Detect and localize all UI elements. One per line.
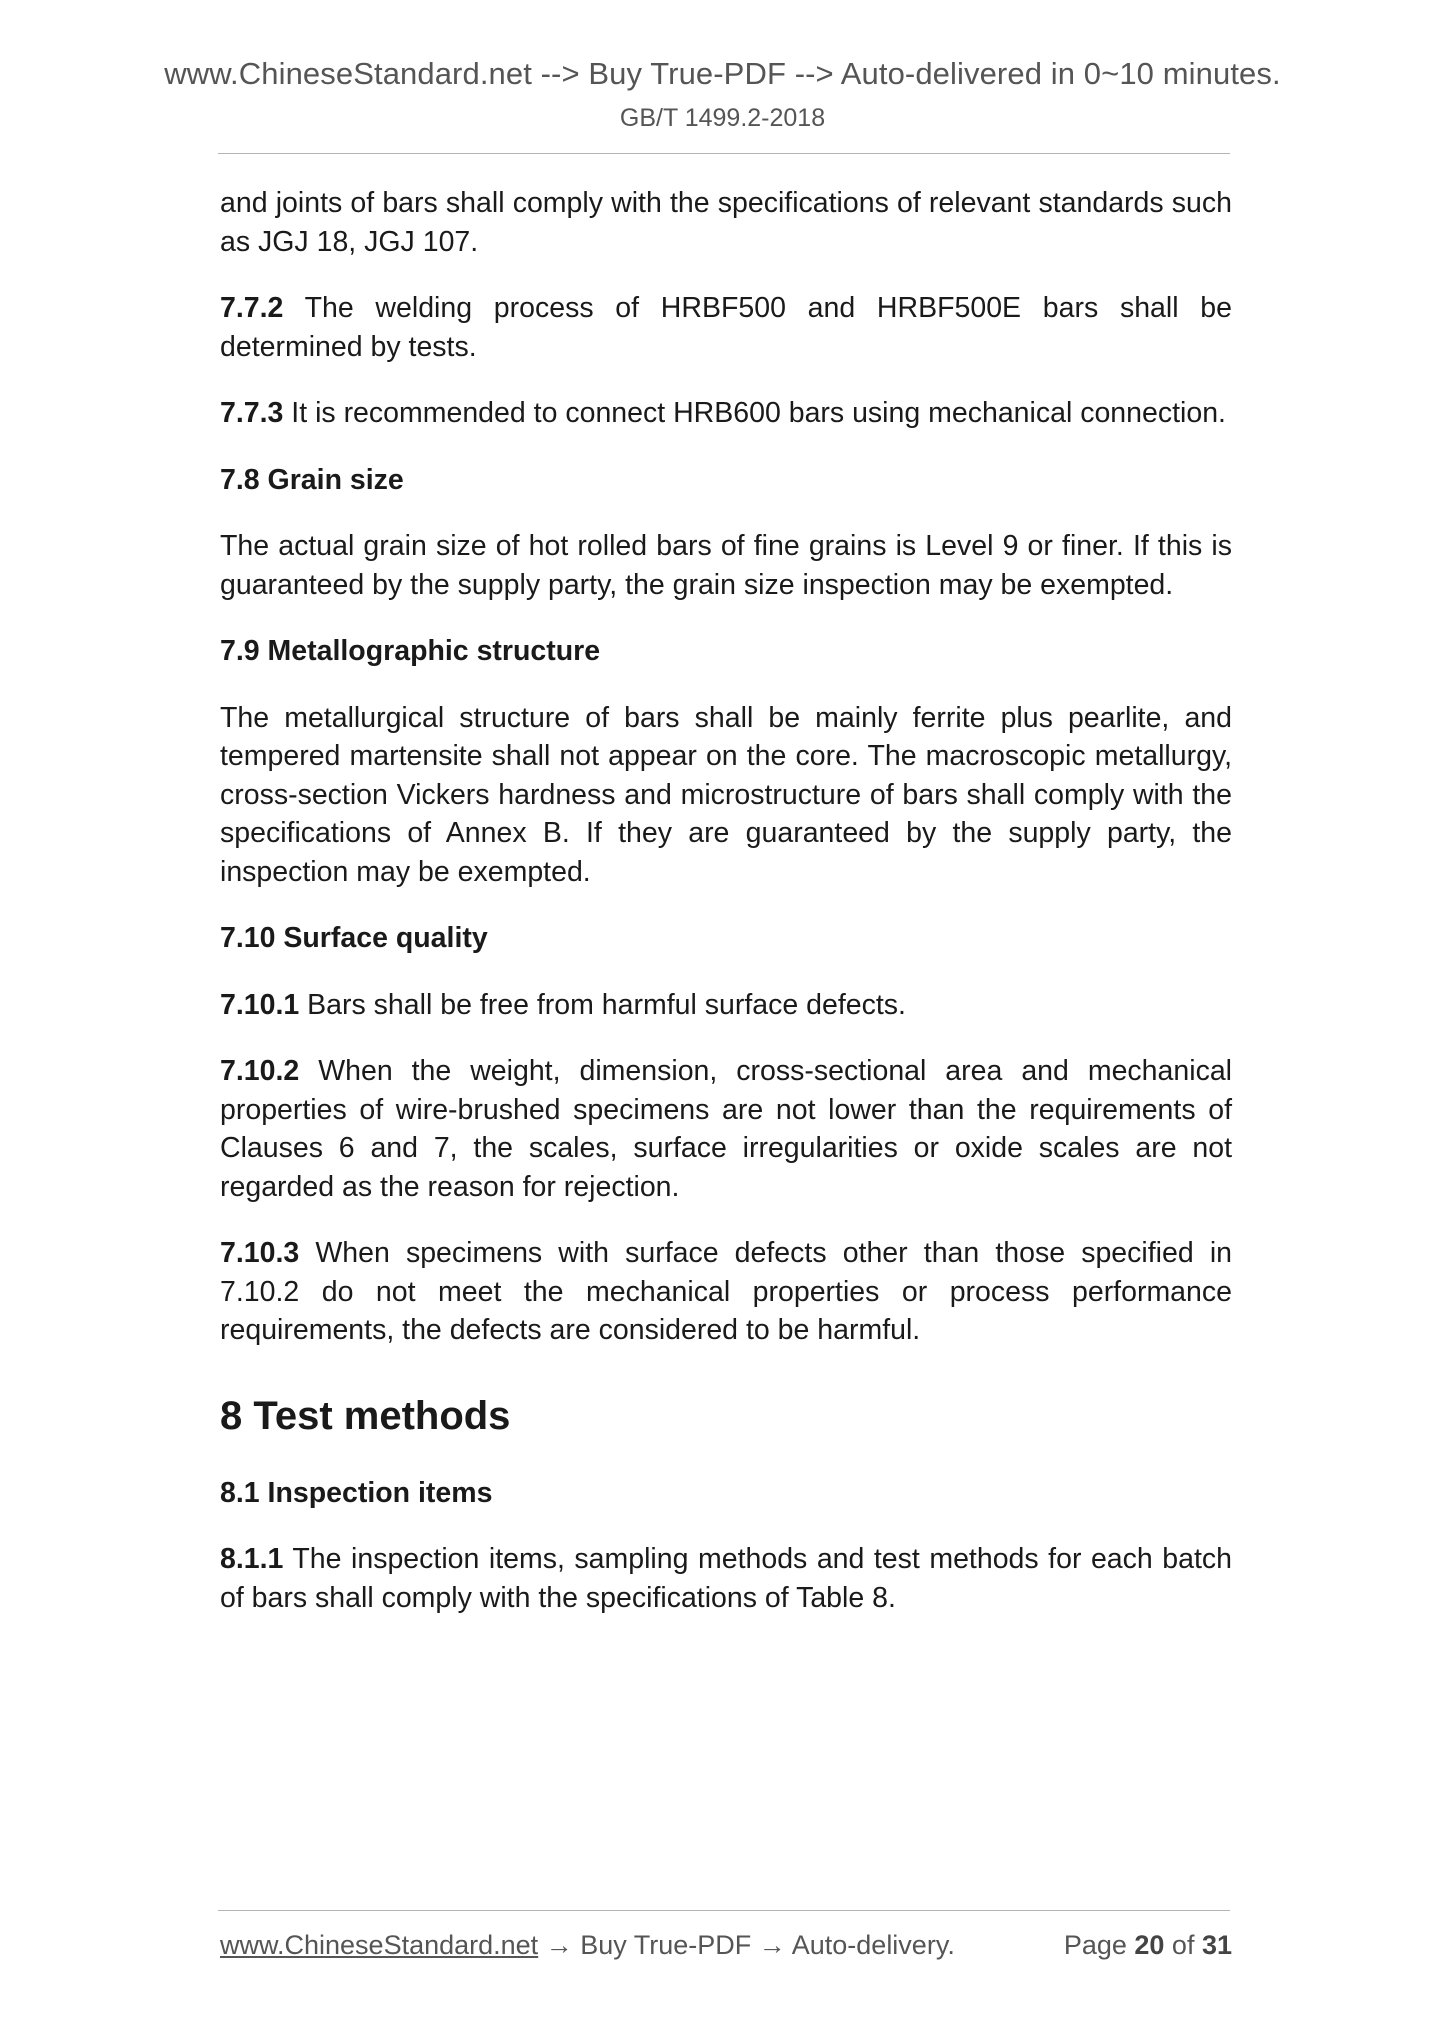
paragraph-7-9: The metallurgical structure of bars shall be mainly ferrite plus pearlite, and tempered martensite shall not appear on the core. The macroscopic metallurgy, cross-section Vickers hardness and microstructure of bars shall comply with the specifications of Annex B. If they are guaranteed by the supply party, the inspection may be exempted.	[220, 701, 1232, 888]
clause-text: The inspection items, sampling methods and test methods for each batch of bars shall comply with the specifications of Table 8.	[220, 1543, 1232, 1614]
page-indicator	[1064, 1930, 1232, 1961]
clause-number: 7.10.2	[220, 1055, 300, 1087]
clause-text: When specimens with surface defects other than those specified in 7.10.2 do not meet the mechanical properties or process performance requirements, the defects are considered to be harmful.	[220, 1237, 1232, 1346]
clause-text: It is recommended to connect HRB600 bars using mechanical connection.	[283, 397, 1226, 429]
clause-number: 7.10.1	[220, 988, 300, 1021]
heading-8-1: 8.1 Inspection items	[220, 1476, 493, 1509]
footer-tagline: → Buy True-PDF → Auto-delivery.	[538, 1930, 955, 1960]
header-banner: www.ChineseStandard.net --> Buy True-PDF --> Auto-delivered in 0~10 minutes.	[164, 56, 1281, 91]
clause-7-7-2	[220, 289, 1232, 366]
heading-8: 8 Test methods	[220, 1393, 511, 1438]
footer-divider	[218, 1910, 1230, 1911]
footer-website-link[interactable]: www.ChineseStandard.net	[220, 1930, 539, 1960]
clause-number: 7.7.3	[220, 397, 284, 429]
heading-7-8: 7.8 Grain size	[220, 463, 404, 496]
standard-number: GB/T 1499.2-2018	[619, 104, 826, 132]
clause-7-7-3	[220, 394, 1232, 433]
heading-7-9: 7.9 Metallographic structure	[220, 635, 601, 667]
clause-7-10-3	[220, 1234, 1232, 1350]
clause-text: When the weight, dimension, cross-sectional area and mechanical properties of wire-brushed specimens are not lower than the requirements of Clauses 6 and 7, the scales, surface irregularities or oxide scales are not regarded as the reason for rejection.	[220, 1055, 1232, 1203]
clause-7-10-1	[220, 986, 1232, 1025]
clause-number: 7.10.3	[220, 1237, 300, 1269]
clause-text: The welding process of HRBF500 and HRBF500E bars shall be determined by tests.	[220, 292, 1232, 363]
paragraph-continuation: and joints of bars shall comply with the specifications of relevant standards such as JGJ 18, JGJ 107.	[220, 187, 1232, 258]
total-pages: 31	[1201, 1930, 1232, 1960]
clause-number: 7.7.2	[220, 292, 284, 324]
document-body	[220, 184, 1232, 1645]
page-label: Page	[1063, 1930, 1135, 1960]
page-number: 20	[1134, 1930, 1165, 1960]
clause-text: Bars shall be free from harmful surface defects.	[299, 988, 906, 1021]
page-footer	[220, 1930, 1232, 1961]
paragraph-7-8: The actual grain size of hot rolled bars of fine grains is Level 9 or finer. If this is guaranteed by the supply party, the grain size inspection may be exempted.	[220, 530, 1232, 601]
heading-7-10: 7.10 Surface quality	[220, 922, 488, 954]
clause-7-10-2	[220, 1052, 1232, 1206]
header-divider	[218, 153, 1230, 154]
clause-8-1-1	[220, 1540, 1232, 1617]
of-label: of	[1164, 1930, 1202, 1960]
clause-number: 8.1.1	[220, 1543, 284, 1575]
